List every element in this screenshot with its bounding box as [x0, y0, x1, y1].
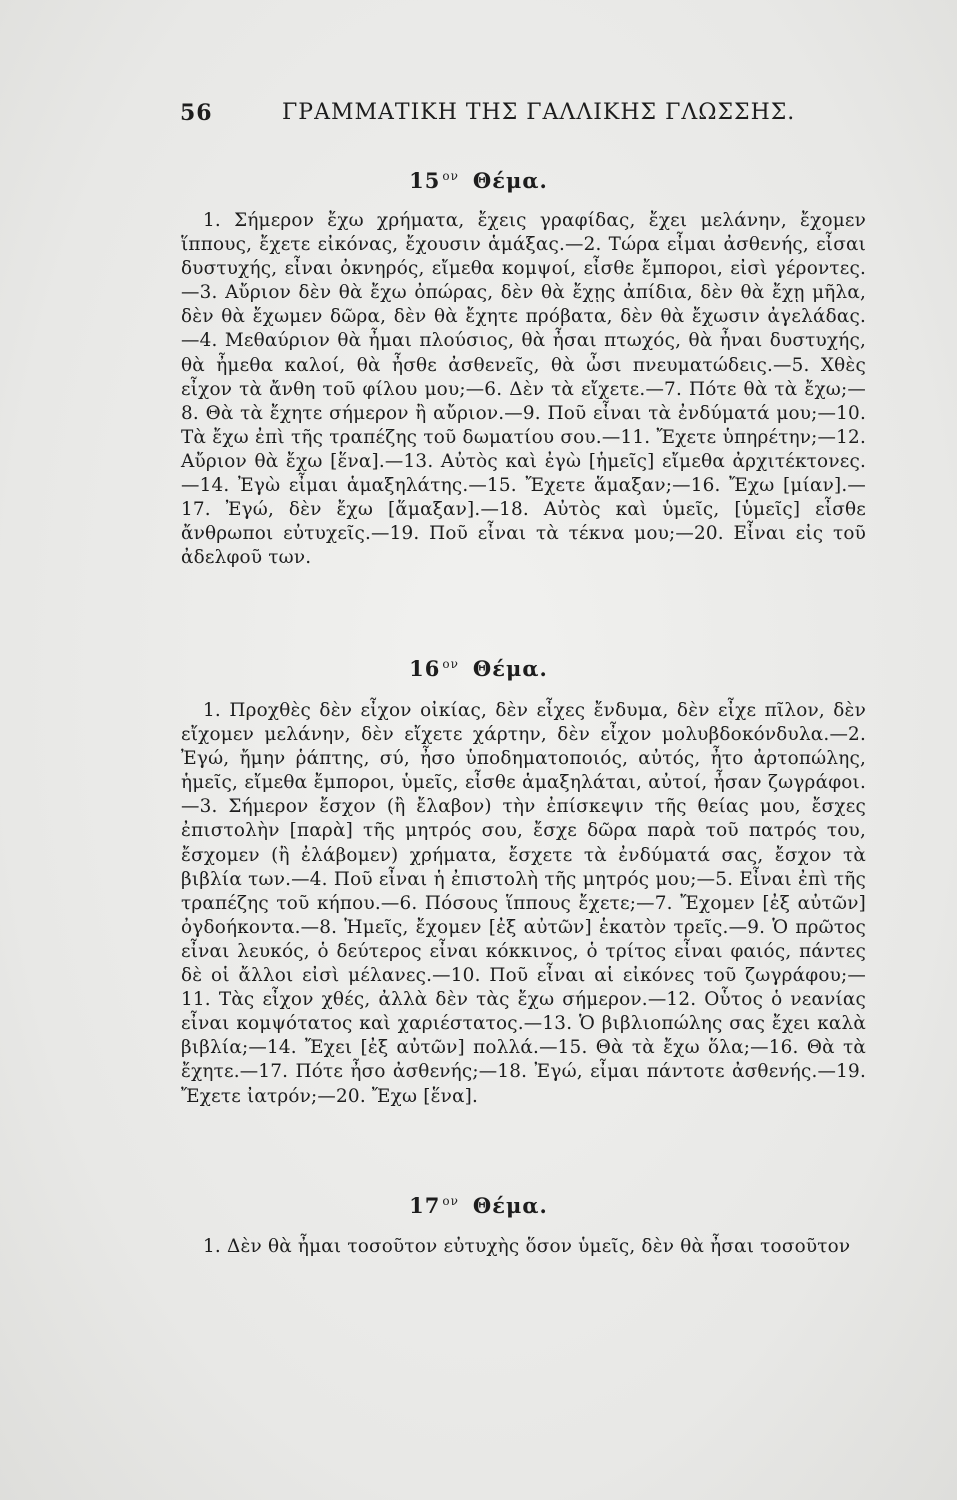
section-heading-17 [0, 1193, 957, 1218]
section-title-word: Θέμα. [472, 168, 548, 193]
exercise-text-17: 1. Δὲν θὰ ἦμαι τοσοῦτον εὐτυχὴς ὅσον ὑμεῖς, δὲν θὰ ἦσαι τοσοῦτον [203, 1236, 851, 1257]
page-header [180, 100, 800, 130]
page-number: 56 [180, 100, 213, 126]
exercise-text-16: 1. Προχθὲς δὲν εἶχον οἰκίας, δὲν εἶχες ἔνδυμα, δὲν εἶχε πῖλον, δὲν εἴχομεν μελάνην, δὲν εἴχετε χάρτην, δὲν εἶχον μολυβδοκόνδυλα.—2. Ἐγώ, ἤμην ῥάπτης, σύ, ἦσο ὑποδηματοποιός, αὐτός, ἦτο ἀρτοπώλης, ἡμεῖς, εἴμεθα ἔμποροι, ὑμεῖς, εἶσθε ἁμαξηλάται, αὐτοί, ἦσαν ζωγράφοι.—3. Σήμερον ἔσχον (ἢ ἔλαβον) τὴν ἐπίσκεψιν τῆς θείας μου, ἔσχες ἐπιστολὴν [παρὰ] τῆς μητρός σου, ἔσχε δῶρα παρὰ τοῦ πατρός του, ἔσχομεν (ἢ ἐλάβομεν) χρήματα, ἔσχετε τὰ ἐνδύματά σας, ἔσχον τὰ βιβλία των.—4. Ποῦ εἶναι ἡ ἐπιστολὴ τῆς μητρός μου;—5. Εἶναι ἐπὶ τῆς τραπέζης τοῦ κήπου.—6. Πόσους ἵππους ἔχετε;—7. Ἔχομεν [ἐξ αὐτῶν] ὀγδοήκοντα.—8. Ἡμεῖς, ἔχομεν [ἐξ αὐτῶν] ἑκατὸν τρεῖς.—9. Ὁ πρῶτος εἶναι λευκός, ὁ δεύτερος εἶναι κόκκινος, ὁ τρίτος εἶναι φαιός, πάντες δὲ οἱ ἄλλοι εἰσὶ μέλανες.—10. Ποῦ εἶναι αἱ εἰκόνες τοῦ ζωγράφου;—11. Τὰς εἶχον χθές, ἀλλὰ δὲν τὰς ἔχω σήμερον.—12. Οὗτος ὁ νεανίας εἶναι κομψότατος καὶ χαριέστατος.—13. Ὁ βιβλιοπώλης σας ἔχει καλὰ βιβλία;—14. Ἔχει [ἐξ αὐτῶν] πολλά.—15. Θὰ τὰ ἔχω ὅλα;—16. Θὰ τὰ ἔχητε.—17. Πότε ἦσο ἀσθενής;—18. Ἐγώ, εἶμαι πάντοτε ἀσθενής.—19. Ἔχετε ἰατρόν;—20. Ἔχω [ἕνα]. [181, 700, 866, 1107]
section-title-word: Θέμα. [472, 656, 548, 681]
running-head: ΓΡΑΜΜΑΤΙΚΗ ΤΗΣ ΓΑΛΛΙΚΗΣ ΓΛΩΣΣΗΣ. [282, 100, 796, 125]
section-heading-16 [0, 656, 957, 681]
section-heading-15 [0, 168, 957, 193]
section-title-word: Θέμα. [472, 1193, 548, 1218]
section-number: 16 $^{o\nu}$ [409, 656, 459, 681]
section-number: 15 $^{o\nu}$ [409, 168, 459, 193]
section-number: 17 $^{o\nu}$ [409, 1193, 459, 1218]
exercise-text-15: 1. Σήμερον ἔχω χρήματα, ἔχεις γραφίδας, ἔχει μελάνην, ἔχομεν ἵππους, ἔχετε εἰκόνας, ἔχουσιν ἁμάξας.—2. Τώρα εἶμαι ἀσθενής, εἶσαι δυστυχής, εἶναι ὀκνηρός, εἴμεθα κομψοί, εἶσθε ἔμποροι, εἰσὶ γέροντες.—3. Αὔριον δὲν θὰ ἔχω ὀπώρας, δὲν θὰ ἔχῃς ἀπίδια, δὲν θὰ ἔχῃ μῆλα, δὲν θὰ ἔχωμεν δῶρα, δὲν θὰ ἔχητε πρόβατα, δὲν θὰ ἔχωσιν ἀγελάδας.—4. Μεθαύριον θὰ ἦμαι πλούσιος, θὰ ἦσαι πτωχός, θὰ ἦναι δυστυχής, θὰ ἦμεθα καλοί, θὰ ἦσθε ἀσθενεῖς, θὰ ὦσι πνευματώδεις.—5. Χθὲς εἶχον τὰ ἄνθη τοῦ φίλου μου;—6. Δὲν τὰ εἴχετε.—7. Πότε θὰ τὰ ἔχω;—8. Θὰ τὰ ἔχητε σήμερον ἢ αὔριον.—9. Ποῦ εἶναι τὰ ἐνδύματά μου;—10. Τὰ ἔχω ἐπὶ τῆς τραπέζης τοῦ δωματίου σου.—11. Ἔχετε ὑπηρέτην;—12. Αὔριον θὰ ἔχω [ἕνα].—13. Αὐτὸς καὶ ἐγὼ [ἡμεῖς] εἴμεθα ἀρχιτέκτονες.—14. Ἐγὼ εἶμαι ἁμαξηλάτης.—15. Ἔχετε ἅμαξαν;—16. Ἔχω [μίαν].—17. Ἐγώ, δὲν ἔχω [ἅμαξαν].—18. Αὐτὸς καὶ ὑμεῖς, [ὑμεῖς] εἶσθε ἄνθρωποι εὐτυχεῖς.—19. Ποῦ εἶναι τὰ τέκνα μου;—20. Εἶναι εἰς τοῦ ἀδελφοῦ των. [181, 210, 866, 569]
